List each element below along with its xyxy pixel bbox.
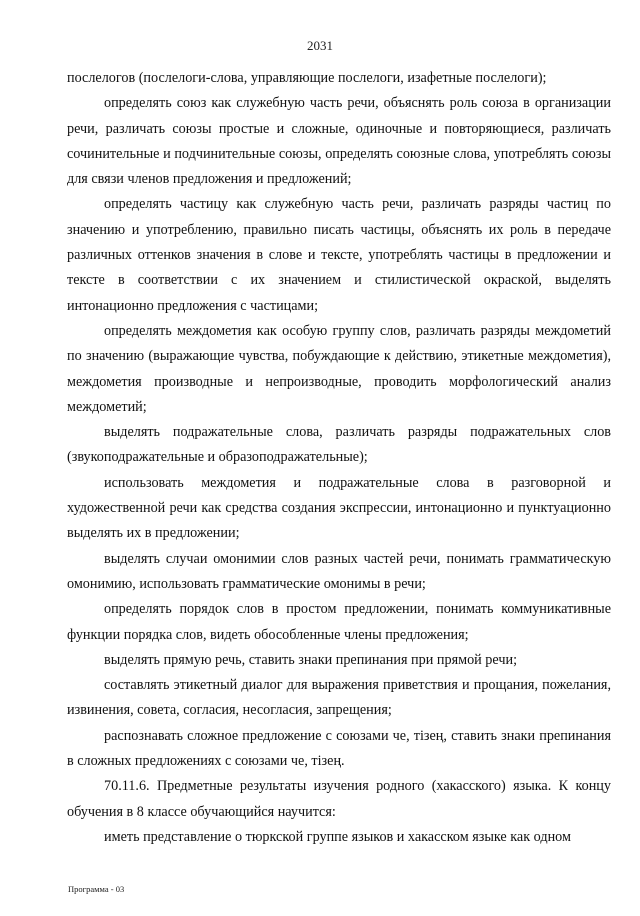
footer-label: Программа - 03 (68, 884, 125, 894)
page-number: 2031 (307, 38, 333, 53)
paragraph: определять междометия как особую группу слов, различать разряды междометий по значению (выражающие чувства, побуждающие к действию, этикетные междометия), междометия производные и непроизводные, проводить морфологический анализ междометий; (67, 322, 611, 415)
section-heading-paragraph: 70.11.6. Предметные результаты изучения родного (хакасского) языка. К концу обучения в 8 классе обучающийся научится: (67, 778, 611, 820)
paragraph: выделять подражательные слова, различать разряды подражательных слов (звукоподражательные и образоподражательные); (67, 424, 611, 466)
paragraph: определять союз как служебную часть речи, объяснять роль союза в организации речи, различать союзы простые и сложные, одиночные и повторяющиеся, различать сочинительные и подчинительные союзы, определять союзные слова, употреблять союзы для связи членов предложения и предложений; (67, 95, 611, 188)
paragraph: выделять случаи омонимии слов разных частей речи, понимать грамматическую омонимию, использовать грамматические омонимы в речи; (67, 550, 611, 592)
paragraph: распознавать сложное предложение с союзами че, тізең, ставить знаки препинания в сложных предложениях с союзами че, тізең. (67, 727, 611, 770)
paragraph: определять частицу как служебную часть речи, различать разряды частиц по значению и употреблению, правильно писать частицы, объяснять их роль в передаче различных оттенков значения в слове и тексте, употреблять частицы в предложении и тексте в соответствии с их значением и стилистической окраской, выделять интонационно предложения с частицами; (67, 196, 611, 314)
paragraph: составлять этикетный диалог для выражения приветствия и прощания, пожелания, извинения, совета, согласия, несогласия, запрещения; (67, 677, 611, 719)
document-body (67, 66, 611, 850)
paragraph: выделять прямую речь, ставить знаки препинания при прямой речи; (104, 651, 518, 668)
paragraph: послелогов (послелоги-слова, управляющие послелоги, изафетные послелоги); (67, 70, 547, 86)
paragraph: определять порядок слов в простом предложении, понимать коммуникативные функции порядка слов, видеть обособленные члены предложения; (67, 601, 611, 643)
paragraph: иметь представление о тюркской группе языков и хакасском языке как одном (104, 828, 571, 845)
paragraph: использовать междометия и подражательные слова в разговорной и художественной речи как средства создания экспрессии, интонационно и пунктуационно выделять их в предложении; (67, 474, 611, 542)
